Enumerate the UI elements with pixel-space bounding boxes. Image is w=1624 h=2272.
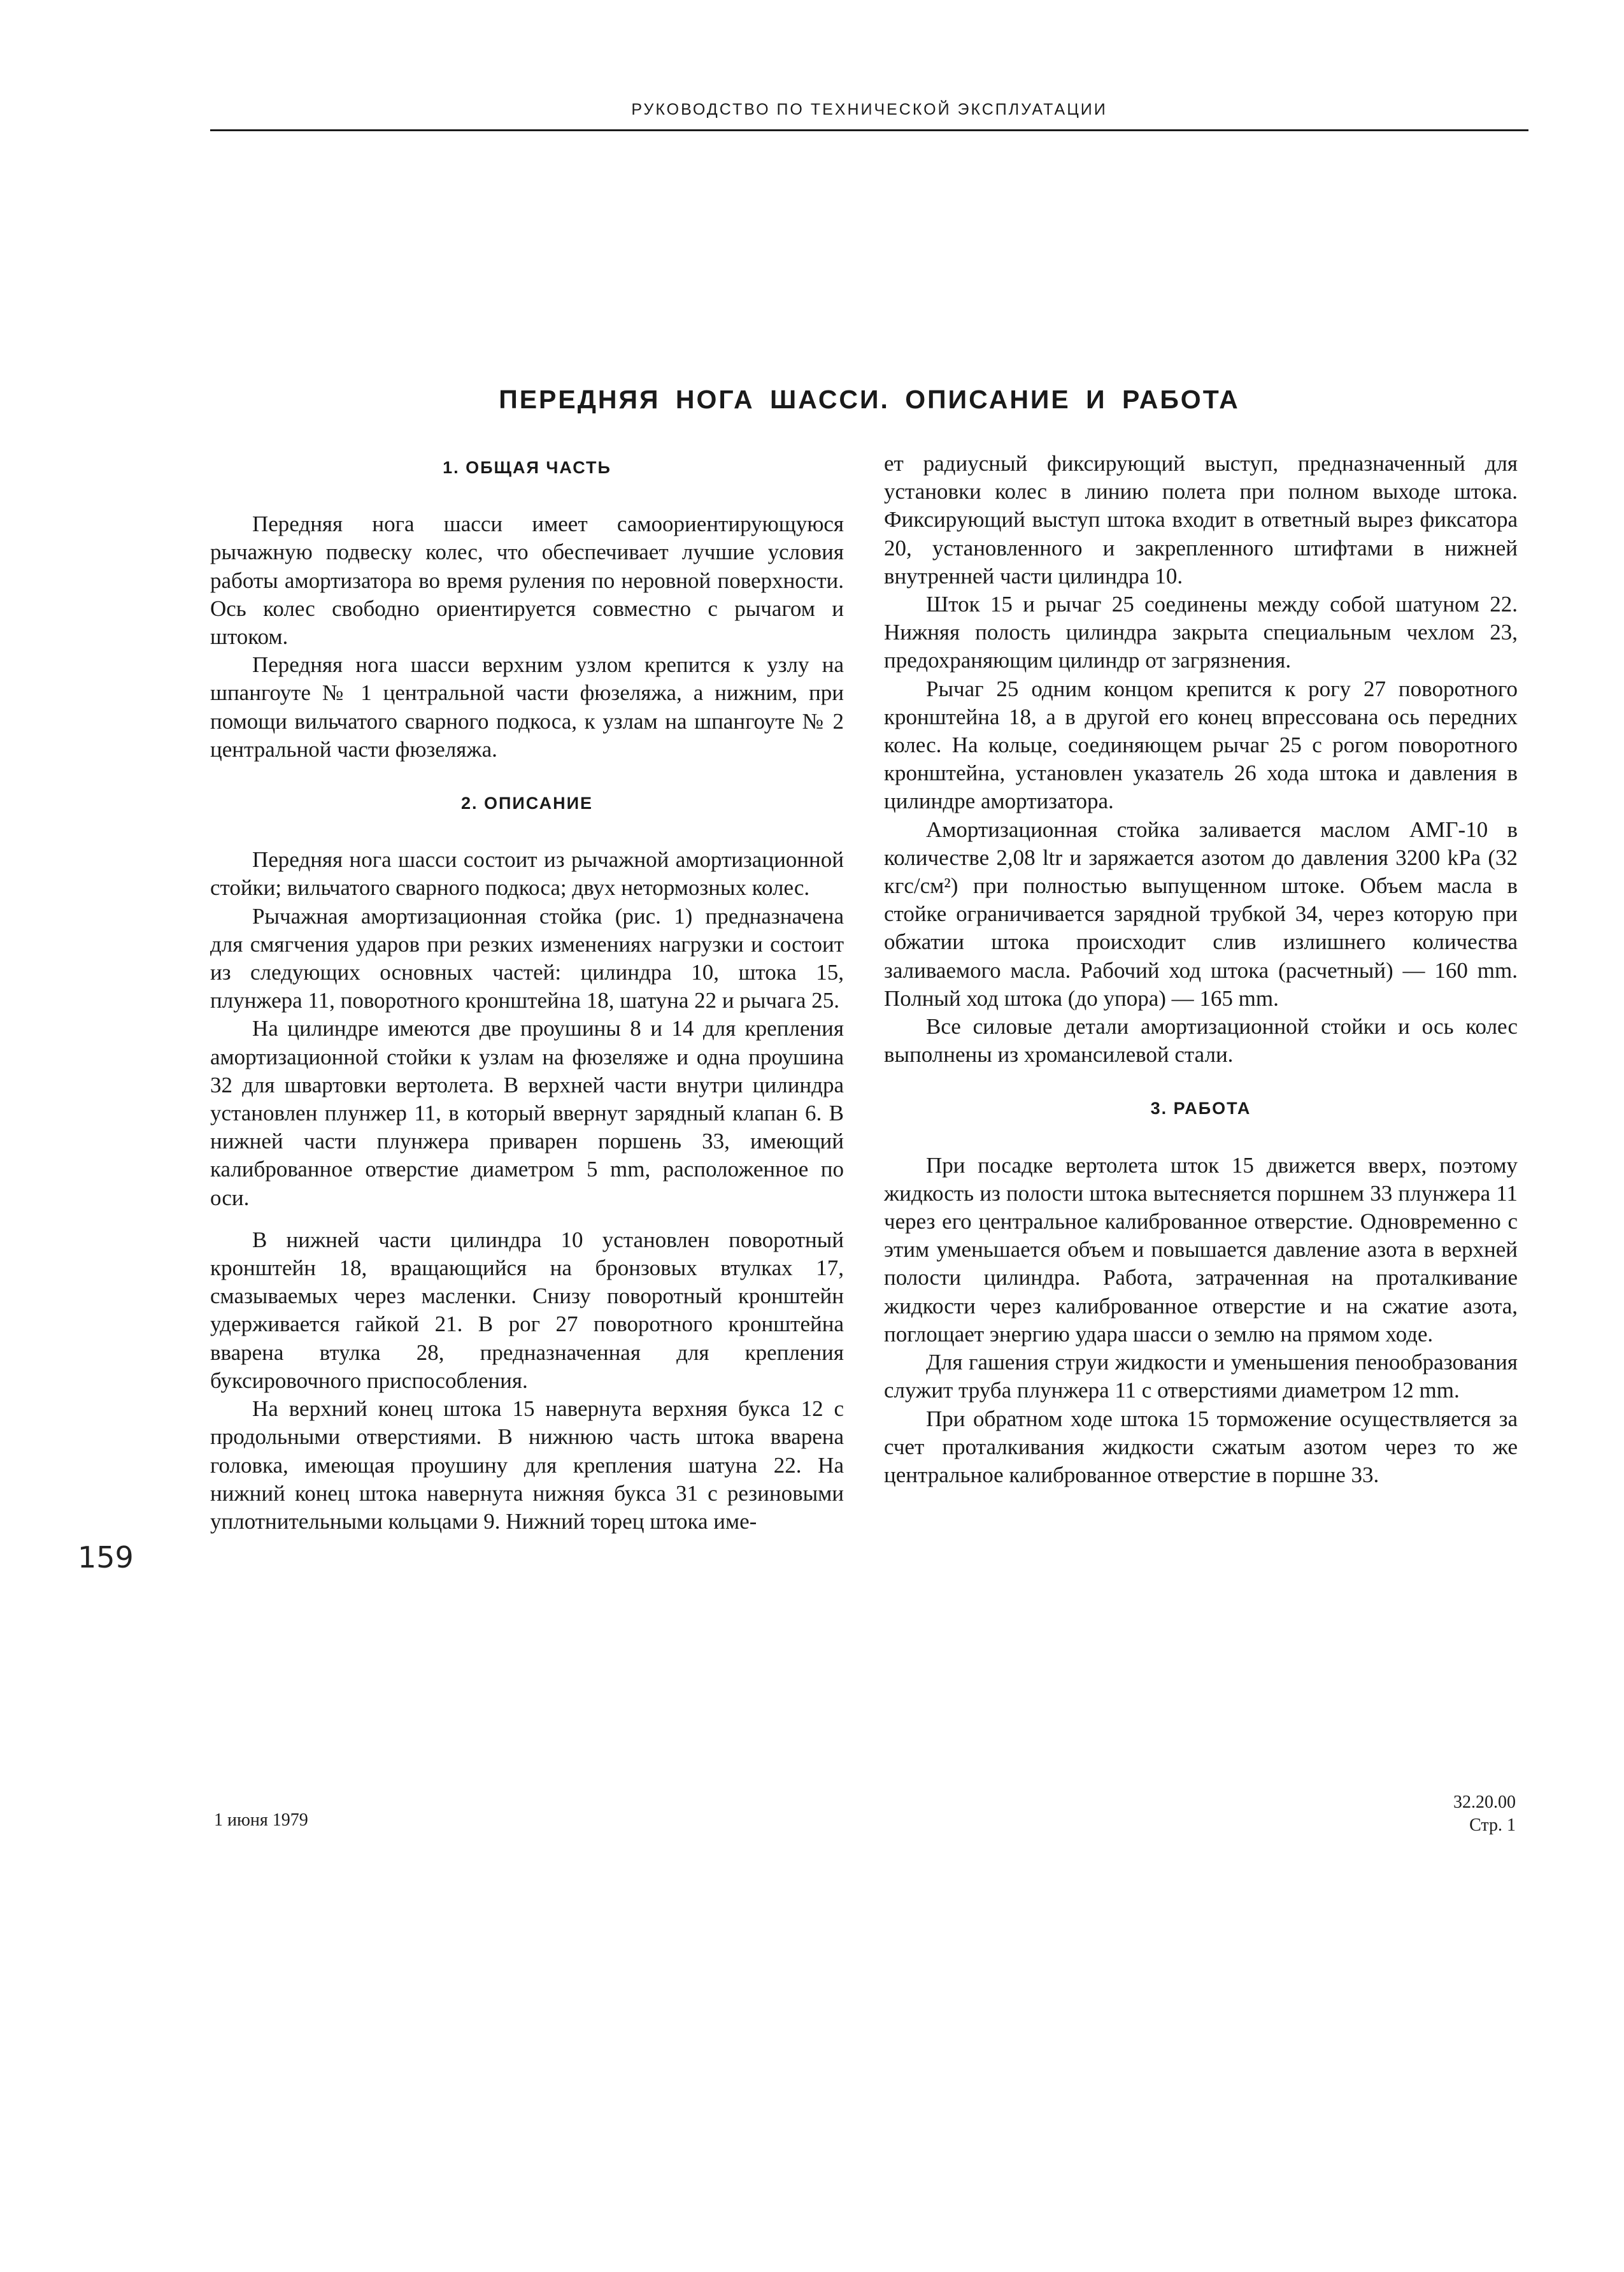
section-heading-general: 1. ОБЩАЯ ЧАСТЬ xyxy=(443,458,611,477)
section-heading-operation: 3. РАБОТА xyxy=(1150,1099,1251,1118)
footer-date: 1 июня 1979 xyxy=(214,1810,308,1830)
paragraph: Передняя нога шасси верхним узлом крепится к узлу на шпангоуте № 1 центральной части фюзеляжа, а нижним, при помощи вильчатого сварного подкоса, к узлам на шпангоуте № 2 центральной части фюзеляжа. xyxy=(210,652,844,762)
right-column xyxy=(884,450,1518,1489)
section-heading-description: 2. ОПИСАНИЕ xyxy=(460,794,594,813)
paragraph: Передняя нога шасси состоит из рычажной амортизационной стойки; вильчатого сварного подкоса; двух нетормозных колес. xyxy=(210,847,844,901)
paragraph: В нижней части цилиндра 10 установлен поворотный кронштейн 18, вращающийся на бронзовых втулках 17, смазываемых через масленки. Снизу поворотный кронштейн удерживается гайкой 21. В рог 27 поворотного кронштейна вварена втулка 28, предназначенная для крепления буксировочного приспособления. xyxy=(210,1227,844,1393)
paragraph: ет радиусный фиксирующий выступ, предназначенный для установки колес в линию полета при полном выходе штока. Фиксирующий выступ штока входит в ответный вырез фиксатора 20, установленного и закрепленного штифтами в нижней внутренней части цилиндра 10. xyxy=(884,451,1518,589)
paragraph: Для гашения струи жидкости и уменьшения пенообразования служит труба плунжера 11 с отверстиями диаметром 12 mm. xyxy=(884,1350,1518,1403)
paragraph: Передняя нога шасси имеет самоориентирующуюся рычажную подвеску колес, что обеспечивает лучшие условия работы амортизатора во время руления по неровной поверхности. Ось колес свободно ориентируется совместно с рычагом и штоком. xyxy=(210,511,844,650)
header-rule xyxy=(210,129,1528,131)
paragraph: На верхний конец штока 15 навернута верхняя букса 12 с продольными отверстиями. В нижнюю часть штока вварена головка, имеющая проушину для крепления шатуна 22. На нижний конец штока навернута нижняя букса 31 с резиновыми уплотнительными кольцами 9. Нижний торец штока име- xyxy=(210,1396,844,1534)
page-label: Стр. 1 xyxy=(1469,1815,1516,1835)
paragraph: Рычажная амортизационная стойка (рис. 1) предназначена для смягчения ударов при резких изменениях нагрузки и состоит из следующих основных частей: цилиндра 10, штока 15, плунжера 11, поворотного кронштейна 18, шатуна 22 и рычага 25. xyxy=(210,903,844,1013)
running-header: РУКОВОДСТВО ПО ТЕХНИЧЕСКОЙ ЭКСПЛУАТАЦИИ xyxy=(631,101,1108,118)
document-title: ПЕРЕДНЯЯ НОГА ШАССИ. ОПИСАНИЕ И РАБОТА xyxy=(499,385,1240,414)
paragraph: Шток 15 и рычаг 25 соединены между собой шатуном 22. Нижняя полость цилиндра закрыта специальным чехлом 23, предохраняющим цилиндр от загрязнения. xyxy=(884,592,1518,673)
left-column xyxy=(210,454,844,1536)
footer-reference xyxy=(1401,1791,1516,1837)
paragraph: Амортизационная стойка заливается маслом АМГ-10 в количестве 2,08 ltr и заряжается азотом до давления 3200 kPa (32 кгс/см²) при полностью выпущенном штоке. Объем масла в стойке ограничивается зарядной трубкой 34, через которую при обжатии штока происходит слив излишнего количества заливаемого масла. Рабочий ход штока (расчетный) — 160 mm. Полный ход штока (до упора) — 165 mm. xyxy=(884,817,1518,1011)
paragraph: На цилиндре имеются две проушины 8 и 14 для крепления амортизационной стойки к узлам на фюзеляже и одна проушина 32 для швартовки вертолета. В верхней части внутри цилиндра установлен плунжер 11, в который ввернут зарядный клапан 6. В нижней части плунжера приварен поршень 33, имеющий калиброванное отверстие диаметром 5 mm, расположенное по оси. xyxy=(210,1016,844,1210)
chapter-code: 32.20.00 xyxy=(1453,1792,1516,1812)
paragraph: При посадке вертолета шток 15 движется вверх, поэтому жидкость из полости штока вытесняется поршнем 33 плунжера 11 через его центральное калиброванное отверстие. Одновременно с этим уменьшается объем и повышается давление азота в верхней полости цилиндра. Работа, затраченная на проталкивание жидкости через калиброванное отверстие и на сжатие азота, поглощает энергию удара шасси о землю на прямом ходе. xyxy=(884,1152,1518,1347)
paragraph: Все силовые детали амортизационной стойки и ось колес выполнены из хромансилевой стали. xyxy=(884,1014,1518,1068)
paragraph: При обратном ходе штока 15 торможение осуществляется за счет проталкивания жидкости сжатым азотом через то же центральное калиброванное отверстие в поршне 33. xyxy=(884,1406,1518,1487)
paragraph: Рычаг 25 одним концом крепится к рогу 27 поворотного кронштейна 18, а в другой его конец впрессована ось передних колес. На кольце, соединяющем рычаг 25 с рогом поворотного кронштейна, установлен указатель 26 хода штока и давления в цилиндре амортизатора. xyxy=(884,676,1518,814)
handwritten-page-number: 159 xyxy=(78,1540,134,1575)
